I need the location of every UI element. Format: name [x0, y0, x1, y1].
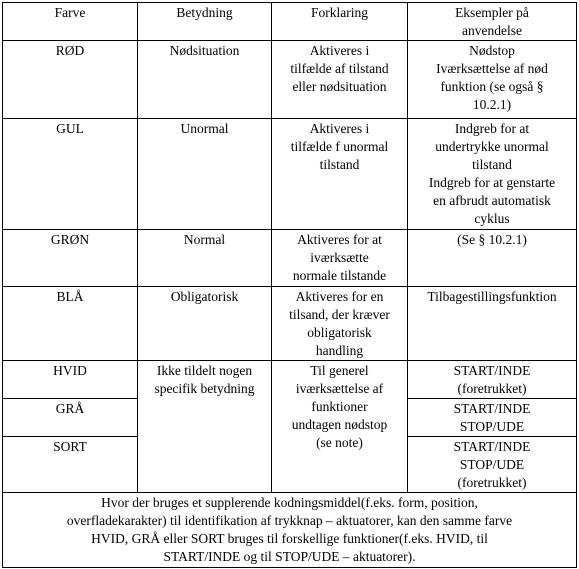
- example-text: tilstand: [472, 157, 512, 172]
- color-name: GRÅ: [55, 401, 85, 416]
- color-cell: [3, 437, 138, 493]
- example-text: en afbrudt automatisk: [433, 193, 551, 208]
- color-cell: [3, 230, 138, 287]
- explanation-text: tilfælde af tilstand: [290, 61, 389, 76]
- header-text: Farve: [54, 5, 86, 20]
- header-cell: [408, 3, 577, 41]
- explanation-text: tilsand, der kræver: [289, 307, 390, 322]
- color-meaning-table: [2, 2, 577, 568]
- header-cell: [138, 3, 272, 41]
- meaning-text: Ikke tildelt nogen: [156, 363, 253, 378]
- note-cell: [3, 493, 577, 568]
- example-text: undertrykke unormal: [435, 139, 549, 154]
- explanation-text: iværksætte: [310, 250, 369, 265]
- header-cell: [272, 3, 408, 41]
- explanation-text: Aktiveres i: [309, 43, 370, 58]
- note-text: START/INDE og til STOP/UDE – aktuatorer).: [163, 549, 416, 564]
- meaning-text: Normal: [183, 232, 226, 247]
- explanation-cell: [272, 119, 408, 230]
- header-text: Forklaring: [311, 5, 368, 20]
- note-text: overfladekarakter) til identifikation af trykknap – aktuatorer, kan den samme farve: [66, 513, 513, 528]
- example-text: 10.2.1): [472, 97, 512, 112]
- explanation-text: handling: [315, 343, 364, 358]
- example-text: START/INDE: [453, 439, 531, 454]
- example-text: cyklus: [474, 211, 510, 226]
- examples-cell: [408, 287, 577, 361]
- example-text: (foretrukket): [457, 381, 527, 396]
- examples-cell: [408, 399, 577, 437]
- meaning-cell: [138, 41, 272, 119]
- explanation-cell: [272, 41, 408, 119]
- note-text: Hvor der bruges et supplerende kodningsmiddel(f.eks. form, position,: [101, 495, 478, 510]
- meaning-text: specifik betydning: [154, 381, 255, 396]
- example-text: (foretrukket): [457, 475, 527, 490]
- examples-cell: [408, 230, 577, 287]
- color-name: GRØN: [50, 232, 90, 247]
- examples-cell: [408, 437, 577, 493]
- table-row: [3, 41, 577, 119]
- table-row: [3, 119, 577, 230]
- note-text: HVID, GRÅ eller SORT bruges til forskellige funktioner(f.eks. HVID, til: [91, 531, 488, 546]
- color-name: HVID: [53, 363, 87, 378]
- example-text: START/INDE: [453, 401, 531, 416]
- example-text: START/INDE: [453, 363, 531, 378]
- explanation-cell: [272, 361, 408, 493]
- example-text: (Se § 10.2.1): [457, 232, 527, 247]
- color-cell: [3, 287, 138, 361]
- explanation-text: iværksættelse af: [295, 381, 384, 396]
- example-text: funktion (se også §: [440, 79, 544, 94]
- meaning-cell: [138, 230, 272, 287]
- example-text: Tilbagestillingsfunktion: [427, 289, 557, 304]
- header-text: anvendelse: [462, 23, 522, 38]
- table-row: [3, 287, 577, 361]
- example-text: Iværksættelse af nød: [436, 61, 548, 76]
- color-cell: [3, 361, 138, 399]
- example-text: Nødstop: [469, 43, 515, 58]
- example-text: STOP/UDE: [459, 457, 525, 472]
- color-name: BLÅ: [56, 289, 84, 304]
- explanation-text: eller nødsituation: [292, 79, 387, 94]
- explanation-text: undtagen nødstop: [291, 417, 388, 432]
- color-name: SORT: [53, 439, 87, 454]
- table-header-row: [3, 3, 577, 41]
- explanation-text: Aktiveres for at: [297, 232, 382, 247]
- meaning-cell: [138, 361, 272, 493]
- explanation-text: obligatorisk: [307, 325, 372, 340]
- color-name: GUL: [56, 121, 84, 136]
- explanation-text: Aktiveres i: [309, 121, 370, 136]
- meaning-text: Obligatorisk: [170, 289, 239, 304]
- explanation-text: Til generel: [310, 363, 369, 378]
- color-cell: [3, 399, 138, 437]
- note-row: [3, 493, 577, 568]
- color-cell: [3, 41, 138, 119]
- document-page: [2, 2, 576, 565]
- example-text: Indgreb for at: [454, 121, 530, 136]
- examples-cell: [408, 361, 577, 399]
- header-text: Betydning: [176, 5, 233, 20]
- explanation-text: normale tilstande: [292, 268, 387, 283]
- explanation-text: funktioner: [311, 399, 368, 414]
- meaning-cell: [138, 119, 272, 230]
- color-name: RØD: [55, 43, 85, 58]
- header-text: Eksempler på: [455, 5, 529, 20]
- table-row: [3, 230, 577, 287]
- explanation-cell: [272, 230, 408, 287]
- color-cell: [3, 119, 138, 230]
- explanation-text: tilstand: [319, 157, 360, 172]
- meaning-text: Unormal: [180, 121, 229, 136]
- meaning-text: Nødsituation: [169, 43, 240, 58]
- example-text: Indgreb for at genstarte: [428, 175, 556, 190]
- header-cell: [3, 3, 138, 41]
- explanation-text: tilfælde f unormal: [290, 139, 389, 154]
- example-text: STOP/UDE: [459, 419, 525, 434]
- table-row: [3, 361, 577, 399]
- explanation-text: Aktiveres for en: [295, 289, 384, 304]
- examples-cell: [408, 41, 577, 119]
- explanation-text: (se note): [316, 435, 363, 450]
- examples-cell: [408, 119, 577, 230]
- meaning-cell: [138, 287, 272, 361]
- explanation-cell: [272, 287, 408, 361]
